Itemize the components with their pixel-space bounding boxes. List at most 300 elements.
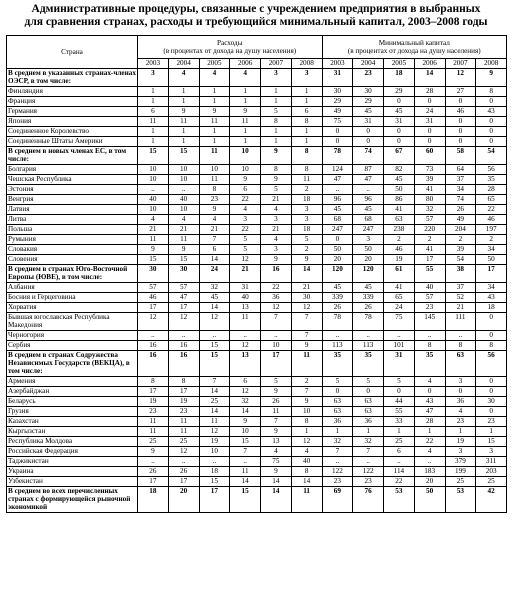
year-header: 2004	[353, 59, 384, 69]
capital-header	[322, 36, 507, 59]
capital-cell: 58	[445, 147, 476, 165]
cost-cell: 7	[291, 387, 322, 397]
capital-cell: 37	[445, 175, 476, 185]
table-row	[7, 331, 507, 341]
capital-cell: 20	[353, 255, 384, 265]
cost-cell: 21	[199, 225, 230, 235]
cost-cell: 40	[138, 195, 169, 205]
cost-cell: 9	[291, 255, 322, 265]
cost-cell: 10	[261, 341, 292, 351]
cost-cell: 12	[230, 387, 261, 397]
capital-cell: 63	[322, 407, 353, 417]
cost-cell: 4	[291, 447, 322, 457]
cost-cell: 14	[199, 407, 230, 417]
year-header: 2003	[138, 59, 169, 69]
cost-cell: 5	[230, 245, 261, 255]
capital-cell: 96	[322, 195, 353, 205]
cost-cell: 45	[199, 293, 230, 303]
capital-cell: ..	[384, 331, 415, 341]
capital-cell: 220	[414, 225, 445, 235]
cost-cell: 11	[168, 417, 199, 427]
cost-cell: 11	[138, 427, 169, 437]
cost-cell: 11	[168, 117, 199, 127]
capital-cell: 101	[384, 341, 415, 351]
capital-cell: 8	[445, 341, 476, 351]
capital-cell: 120	[322, 265, 353, 283]
table-row	[7, 69, 507, 87]
capital-cell: 74	[445, 195, 476, 205]
cost-cell: 26	[168, 467, 199, 477]
capital-cell: 64	[445, 165, 476, 175]
table-row	[7, 293, 507, 303]
capital-cell: 56	[476, 351, 507, 377]
cost-cell: 1	[168, 97, 199, 107]
capital-cell: 5	[353, 377, 384, 387]
capital-cell: 0	[384, 137, 415, 147]
cost-cell: 17	[168, 387, 199, 397]
table-row	[7, 147, 507, 165]
capital-cell: 45	[322, 205, 353, 215]
capital-cell: 41	[384, 283, 415, 293]
capital-cell: 44	[384, 397, 415, 407]
year-header: 2007	[261, 59, 292, 69]
cost-cell: 17	[138, 387, 169, 397]
capital-cell: 36	[445, 397, 476, 407]
capital-cell: 339	[353, 293, 384, 303]
cost-cell: 7	[199, 377, 230, 387]
capital-cell: 76	[353, 487, 384, 513]
capital-cell: 145	[414, 313, 445, 331]
capital-cell: 35	[414, 351, 445, 377]
capital-cell: ..	[322, 185, 353, 195]
capital-cell: 43	[476, 107, 507, 117]
costs-header	[138, 36, 323, 59]
cost-cell: 1	[138, 137, 169, 147]
capital-cell: 203	[476, 467, 507, 477]
cost-cell: 36	[261, 293, 292, 303]
capital-cell: 26	[353, 303, 384, 313]
capital-cell: 78	[353, 313, 384, 331]
capital-cell: 24	[414, 107, 445, 117]
capital-cell: 23	[322, 477, 353, 487]
table-row	[7, 225, 507, 235]
capital-cell: 49	[445, 215, 476, 225]
capital-cell: 7	[322, 447, 353, 457]
capital-cell: 49	[322, 107, 353, 117]
capital-cell: 63	[322, 397, 353, 407]
cost-cell: 4	[230, 69, 261, 87]
cost-cell: 10	[230, 427, 261, 437]
capital-cell: 0	[322, 235, 353, 245]
cost-cell: 9	[199, 205, 230, 215]
cost-cell: 10	[138, 205, 169, 215]
table-row	[7, 97, 507, 107]
capital-cell: 25	[445, 477, 476, 487]
capital-cell: 0	[384, 387, 415, 397]
capital-cell: 74	[353, 147, 384, 165]
table-row	[7, 137, 507, 147]
capital-cell: 0	[414, 137, 445, 147]
cost-cell: 11	[168, 235, 199, 245]
cost-cell: 4	[138, 215, 169, 225]
capital-cell: 0	[322, 387, 353, 397]
capital-cell: 0	[353, 127, 384, 137]
capital-cell: 34	[445, 185, 476, 195]
cost-cell: 1	[261, 127, 292, 137]
cost-cell: 11	[291, 175, 322, 185]
capital-cell: 27	[445, 87, 476, 97]
capital-cell: 8	[476, 341, 507, 351]
cost-cell: 1	[168, 137, 199, 147]
capital-cell: 46	[445, 107, 476, 117]
country-name: Германия	[7, 107, 138, 117]
capital-cell: 5	[384, 377, 415, 387]
capital-cell: 34	[476, 283, 507, 293]
capital-cell: 20	[414, 477, 445, 487]
cost-cell: 10	[230, 165, 261, 175]
capital-cell: 1	[476, 427, 507, 437]
capital-cell: 75	[384, 313, 415, 331]
capital-cell: 78	[322, 147, 353, 165]
cost-cell: 11	[138, 417, 169, 427]
capital-cell: 3	[353, 235, 384, 245]
capital-cell: 29	[384, 87, 415, 97]
country-name: Соединенное Королевство	[7, 127, 138, 137]
cost-cell: 1	[168, 87, 199, 97]
capital-cell: 32	[322, 437, 353, 447]
cost-cell: 10	[168, 175, 199, 185]
country-name: Российская Федерация	[7, 447, 138, 457]
cost-cell: 10	[199, 165, 230, 175]
capital-cell: 0	[476, 331, 507, 341]
capital-cell: 28	[414, 417, 445, 427]
cost-cell: 17	[168, 477, 199, 487]
capital-cell: 47	[414, 407, 445, 417]
capital-cell: 0	[476, 137, 507, 147]
capital-cell: 30	[322, 87, 353, 97]
cost-cell: 8	[168, 377, 199, 387]
cost-cell: 7	[230, 447, 261, 457]
capital-cell: 199	[445, 467, 476, 477]
cost-cell: 4	[261, 205, 292, 215]
cost-cell: 30	[168, 265, 199, 283]
capital-cell: 69	[322, 487, 353, 513]
capital-cell: 35	[353, 351, 384, 377]
capital-cell: 0	[445, 117, 476, 127]
capital-cell: 0	[476, 407, 507, 417]
cost-cell: 25	[168, 437, 199, 447]
cost-cell: 9	[261, 147, 292, 165]
cost-cell: 10	[230, 147, 261, 165]
cost-cell: 11	[168, 427, 199, 437]
cost-cell: 14	[230, 407, 261, 417]
cost-cell: 2	[291, 245, 322, 255]
capital-cell: 0	[476, 387, 507, 397]
cost-cell: 15	[199, 477, 230, 487]
cost-cell: 21	[138, 225, 169, 235]
capital-cell: 46	[476, 215, 507, 225]
capital-cell: 122	[322, 467, 353, 477]
country-name: Эстония	[7, 185, 138, 195]
capital-cell: 2	[414, 235, 445, 245]
table-row	[7, 255, 507, 265]
cost-cell: ..	[138, 457, 169, 467]
capital-cell: 80	[414, 195, 445, 205]
cost-cell: ..	[199, 457, 230, 467]
capital-cell: 86	[384, 195, 415, 205]
capital-cell: 5	[322, 377, 353, 387]
capital-cell: 28	[414, 87, 445, 97]
capital-cell: 42	[476, 487, 507, 513]
table-row	[7, 87, 507, 97]
table-row	[7, 387, 507, 397]
capital-cell: 0	[384, 127, 415, 137]
capital-cell: 0	[445, 127, 476, 137]
capital-cell: 238	[384, 225, 415, 235]
capital-cell: 14	[414, 69, 445, 87]
country-header: Страна	[7, 36, 138, 69]
capital-cell: 25	[384, 437, 415, 447]
capital-cell: 3	[445, 377, 476, 387]
cost-cell: 11	[138, 235, 169, 245]
cost-cell: ..	[230, 331, 261, 341]
cost-cell: 3	[138, 69, 169, 87]
capital-cell: 15	[476, 437, 507, 447]
cost-cell: 9	[291, 397, 322, 407]
cost-cell: 10	[199, 447, 230, 457]
capital-cell: 30	[476, 397, 507, 407]
cost-cell: 2	[291, 185, 322, 195]
table-row	[7, 175, 507, 185]
capital-cell: 39	[445, 245, 476, 255]
cost-cell: 6	[138, 107, 169, 117]
capital-cell: 75	[322, 117, 353, 127]
cost-cell: 1	[291, 87, 322, 97]
year-header: 2005	[384, 59, 415, 69]
capital-cell: ..	[353, 457, 384, 467]
country-name: В среднем в странах Содружества Независимых Государств (ВЕКЦА), в том числе:	[7, 351, 138, 377]
capital-cell: 0	[476, 117, 507, 127]
cost-cell: 9	[261, 175, 292, 185]
table-row	[7, 127, 507, 137]
capital-cell: 3	[476, 447, 507, 457]
cost-cell: 1	[199, 97, 230, 107]
table-row	[7, 195, 507, 205]
cost-cell: 9	[230, 417, 261, 427]
country-name: Узбекистан	[7, 477, 138, 487]
cost-cell: 15	[230, 437, 261, 447]
cost-cell: 14	[230, 477, 261, 487]
cost-cell: 11	[291, 487, 322, 513]
capital-cell: 22	[384, 477, 415, 487]
cost-cell: 24	[199, 265, 230, 283]
capital-cell: 29	[322, 97, 353, 107]
cost-cell: 9	[168, 245, 199, 255]
capital-cell: 57	[414, 293, 445, 303]
cost-cell: 1	[261, 137, 292, 147]
capital-cell: 50	[353, 245, 384, 255]
capital-cell: 0	[384, 97, 415, 107]
cost-cell: 12	[168, 313, 199, 331]
cost-cell: 1	[230, 87, 261, 97]
cost-cell: ..	[261, 331, 292, 341]
country-name: Грузия	[7, 407, 138, 417]
cost-cell: 7	[291, 313, 322, 331]
capital-cell: 124	[322, 165, 353, 175]
capital-cell: 45	[353, 107, 384, 117]
cost-cell: 3	[291, 69, 322, 87]
table-row	[7, 107, 507, 117]
cost-cell: 14	[261, 477, 292, 487]
cost-cell: 6	[230, 377, 261, 387]
cost-cell: 11	[199, 147, 230, 165]
capital-cell: 45	[384, 175, 415, 185]
cost-cell: 11	[230, 313, 261, 331]
cost-cell: 57	[138, 283, 169, 293]
capital-cell: 45	[353, 205, 384, 215]
cost-cell: 4	[168, 215, 199, 225]
capital-cell: 111	[445, 313, 476, 331]
cost-cell: ..	[230, 457, 261, 467]
cost-cell: 1	[261, 97, 292, 107]
country-name: В среднем во всех перечисленных странах с формирующейся рыночной экономикой	[7, 487, 138, 513]
cost-cell: 3	[261, 69, 292, 87]
capital-cell: 36	[322, 417, 353, 427]
capital-cell: 47	[322, 175, 353, 185]
capital-cell: ..	[322, 457, 353, 467]
capital-cell: 1	[384, 427, 415, 437]
cost-cell: 1	[261, 87, 292, 97]
cost-cell: 1	[199, 127, 230, 137]
table-row	[7, 447, 507, 457]
cost-cell: 14	[199, 303, 230, 313]
cost-cell: 12	[199, 427, 230, 437]
capital-cell: 54	[476, 147, 507, 165]
table-row	[7, 407, 507, 417]
capital-cell: 57	[414, 215, 445, 225]
cost-cell: 15	[230, 487, 261, 513]
capital-cell: 3	[445, 447, 476, 457]
table-row	[7, 457, 507, 467]
cost-cell: 18	[138, 487, 169, 513]
cost-cell: 18	[291, 195, 322, 205]
capital-cell: 0	[353, 137, 384, 147]
cost-cell: 2	[291, 377, 322, 387]
capital-cell: ..	[414, 331, 445, 341]
capital-cell: 41	[414, 185, 445, 195]
cost-cell: 3	[291, 205, 322, 215]
capital-cell: 183	[414, 467, 445, 477]
cost-cell: 1	[199, 137, 230, 147]
table-row	[7, 303, 507, 313]
capital-cell: 55	[414, 265, 445, 283]
cost-cell: 4	[261, 235, 292, 245]
cost-cell: 1	[168, 127, 199, 137]
cost-cell: 20	[168, 487, 199, 513]
cost-cell: 1	[230, 97, 261, 107]
capital-cell: 45	[353, 283, 384, 293]
capital-title: Минимальный капитал	[378, 39, 450, 47]
capital-cell: 0	[322, 137, 353, 147]
country-name: Казахстан	[7, 417, 138, 427]
capital-subtitle: (в процентах от дохода на душу населения)	[347, 47, 481, 55]
country-name: Латвия	[7, 205, 138, 215]
cost-cell: 9	[261, 387, 292, 397]
capital-cell: 4	[414, 447, 445, 457]
cost-cell: ..	[168, 457, 199, 467]
cost-cell: 18	[291, 225, 322, 235]
capital-cell: 45	[384, 107, 415, 117]
capital-cell: 50	[414, 487, 445, 513]
cost-cell: 7	[199, 235, 230, 245]
cost-cell: 8	[291, 417, 322, 427]
country-name: Азербайджан	[7, 387, 138, 397]
capital-cell: 6	[384, 447, 415, 457]
capital-cell: 67	[384, 147, 415, 165]
cost-cell: 17	[138, 303, 169, 313]
cost-cell: 1	[230, 137, 261, 147]
capital-cell: ..	[322, 331, 353, 341]
capital-cell: 1	[353, 427, 384, 437]
capital-cell: 19	[445, 437, 476, 447]
cost-cell: 1	[138, 127, 169, 137]
capital-cell: 0	[445, 137, 476, 147]
capital-cell: 54	[445, 255, 476, 265]
cost-cell: 4	[230, 205, 261, 215]
cost-cell: 16	[138, 341, 169, 351]
cost-cell: 10	[168, 165, 199, 175]
capital-cell: 1	[414, 427, 445, 437]
title-line-2: для сравнения странах, расходы и требующийся минимальный капитал, 2003–2008 годы	[24, 16, 488, 28]
cost-cell: 15	[199, 351, 230, 377]
cost-cell: 14	[199, 387, 230, 397]
country-name: Литва	[7, 215, 138, 225]
cost-cell: 4	[199, 69, 230, 87]
cost-cell: 8	[138, 377, 169, 387]
capital-cell: 50	[322, 245, 353, 255]
country-name: Венгрия	[7, 195, 138, 205]
cost-cell: 12	[291, 303, 322, 313]
table-row	[7, 245, 507, 255]
cost-cell: 9	[291, 341, 322, 351]
cost-cell: 12	[291, 437, 322, 447]
capital-cell: 24	[384, 303, 415, 313]
cost-cell: 25	[138, 437, 169, 447]
capital-cell: ..	[445, 331, 476, 341]
country-name: Чешская Республика	[7, 175, 138, 185]
cost-cell: 10	[291, 407, 322, 417]
capital-cell: 28	[476, 185, 507, 195]
country-name: Румыния	[7, 235, 138, 245]
capital-cell: 0	[353, 387, 384, 397]
capital-cell: 43	[414, 397, 445, 407]
capital-cell: 29	[353, 97, 384, 107]
cost-cell: 26	[261, 397, 292, 407]
cost-cell: 11	[199, 175, 230, 185]
table-row	[7, 417, 507, 427]
table-row	[7, 377, 507, 387]
country-name: Черногория	[7, 331, 138, 341]
cost-cell: 16	[168, 341, 199, 351]
capital-cell: 8	[476, 87, 507, 97]
cost-cell: 7	[261, 313, 292, 331]
cost-cell: 40	[168, 195, 199, 205]
country-name: Бывшая югославская Республика Македония	[7, 313, 138, 331]
cost-cell: 12	[199, 313, 230, 331]
cost-cell: 7	[291, 331, 322, 341]
capital-cell: 35	[476, 175, 507, 185]
table-row	[7, 487, 507, 513]
